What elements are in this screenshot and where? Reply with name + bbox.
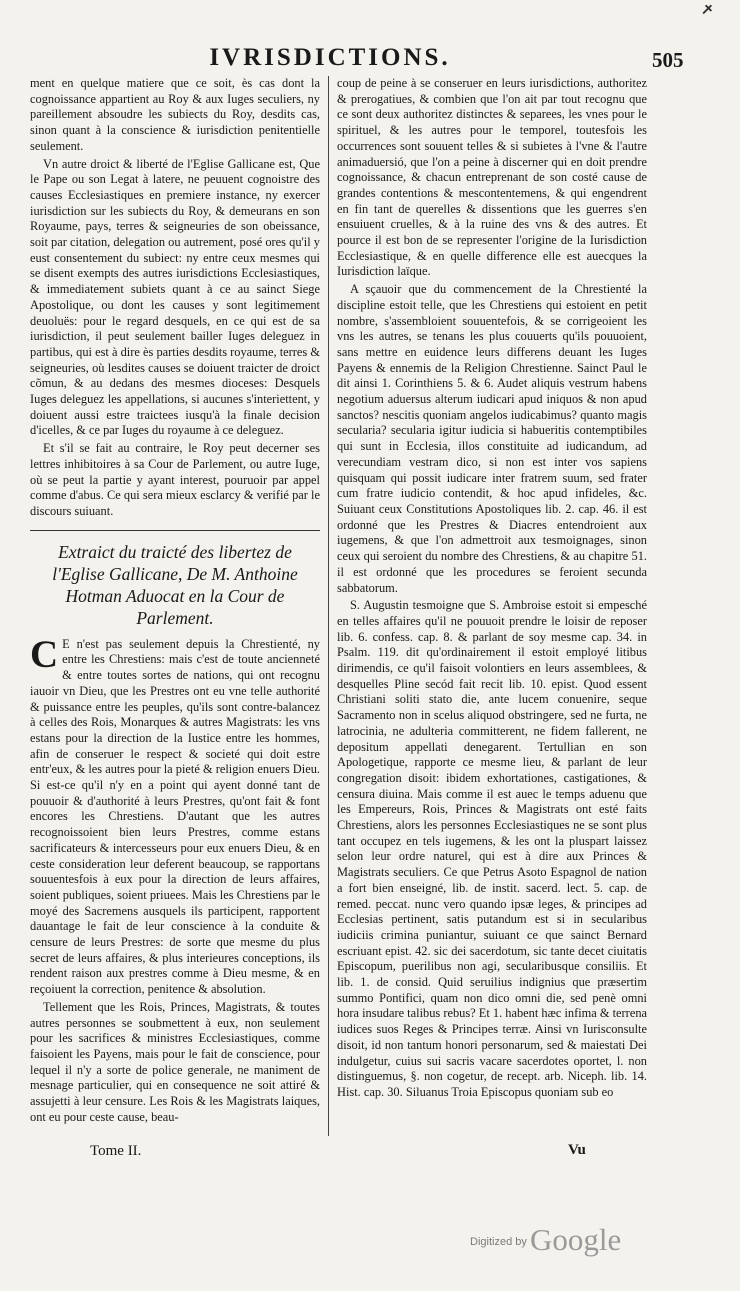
left-paragraph: Et s'il se fait au contraire, le Roy peut decerner ses lettres inhibitoires à sa Cour de Parlement, ou autre Iuge, où se peut la partie y ayant interest, pouruoir par appel comme d'abus. Ce qui sera mieux esclarcy & verifié par le discours suiuant. xyxy=(30,441,320,518)
section-rule xyxy=(30,530,320,531)
left-paragraph: Tellement que les Rois, Princes, Magistrats, & toutes autres personnes se soubmettent à eux, non seulement pour les sacrifices & ministres Ecclesiastiques, comme faisoient les Payens, mais pour le fait de conscience, pour lequel il n'y a sorte de police generale, ne maniment de mesnage particulier, qui en consequence ne soit attiré & assujetti à leur censure. Les Rois & les Magistrats laiques, ont eu pour ceste cause, beau- xyxy=(30,999,320,1124)
right-column xyxy=(337,76,647,1141)
right-paragraph: coup de peine à se conseruer en leurs iurisdictions, authoritez & prerogatiues, & combien que l'on ait par tout recognu que ce sont deux authoritez distinctes & separees, les vnes pour le spirituel, & les autres pour le temporel, toutesfois les occurrences sont souuent telles & si subietes à l'vne & l'autre animaduersió, que l'on a peine à discerner qui en doit prendre cognoissance, & chacun entreprenant de son costé cause de grandes contentions & mescontentemens, & qui engendrent en fin tant de querelles & dissentions que les guerres s'en ensuiuent cruelles, & à la ruine des vns & des autres. Et pource il est bon de se representer l'origine de la Iurisdiction Ecclesiastique, & en quelle difference elle est auecques la Iurisdiction laïque. xyxy=(337,76,647,279)
drop-cap: C xyxy=(30,632,59,676)
footer-tome: Tome II. xyxy=(90,1143,142,1159)
column-divider xyxy=(328,76,329,1136)
google-logo: Google xyxy=(530,1222,622,1257)
drop-cap-paragraph xyxy=(30,632,320,998)
digitized-by-label: Digitized by xyxy=(470,1236,527,1248)
running-head: IVRISDICTIONS. xyxy=(209,44,451,71)
section-heading: Extraict du traicté des libertez de l'Eglise Gallicane, De M. Anthoine Hotman Aduocat en la Cour de Parlement. xyxy=(52,541,298,628)
left-paragraph: ment en quelque matiere que ce soit, ès cas dont la cognoissance appartient au Roy & aux Iuges seculiers, ny pareillement absoudre les subiects du Roy, desdits cas, sinon quant à la conscience & iurisdiction penitentielle seulement. xyxy=(30,76,320,153)
right-paragraph: S. Augustin tesmoigne que S. Ambroise estoit si empesché en telles affaires qu'il ne pouuoit prendre le loisir de reposer lib. 6. confess. cap. 8. & parlant de soy mesme cap. 34. in Psalm. 119. dit qu'ordinairement il estoit employé litibus dirimendis, ce qu'il faisoit volontiers en leurs assemblees, & desquelles Pline secód fait recit lib. 10. epist. Quod essent Christiani soliti stato die, ante lucem conuenire, seque Sacramento non in scelus aliquod obstringere, sed ne furta, ne latrocinia, ne adulteria committerent, ne fidem fallerent, ne depositum appellati denegarent. Tertullian en son Apologetique, rapporte ce mesme lieu, & parlant de leur congregation disoit: ibidem exhortationes, castigationes, & censura diuina. Mais comme il est auec le temps aduenu que les Empereurs, Rois, Princes & Magistrats ont esté faits Chrestiens, alors les personnes Ecclesiastiques ne se sont plus tant occupez en tels iugemens, & les ont la pluspart laissez selon leur ordre naturel, qui est à dire aux Princes & Magistrats seculiers. Ce que Petrus Asoto Espagnol de nation a fort bien enseigné, lib. de instit. sacerd. lect. 5. cap. de remed. peccat. nunc vero quando ipsæ leges, & principes ad Ecclesias pertinent, satis putandum est si in secularibus iudiciis crimina puniantur, suiuant ce que sainct Bernard escriuant epist. 42. sic dei sacerdotum, sic tante decet ciuitatis Episcopum, puerilibus non agi, secularibusque consiliis. Et lib. 1. de consid. Quid seruilius indignius que præsertim summo Pontifici, quam non dico omni die, sed penè omni hora insudare talibus rebus? Et 1. habent hæc infima & terrena iudices suos Reges & Principes terræ. Ainsi vn Iurisconsulte disoit, id non tantum honori personarum, sed & maiestati Dei indulgetur, cuius sui sacris vacare sacerdotes oportet, l. non distinguemus, §. non cogetur, de recept. arb. Niceph. lib. 14. Hist. cap. 30. Siluanus Troia Episcopus quoniam sub eo xyxy=(337,598,647,1099)
footer-signature: Vu xyxy=(568,1142,586,1158)
right-paragraph: A sçauoir que du commencement de la Chrestienté la discipline estoit telle, que les Chrestiens qui estoient en petit nombre, s'assembloient souuentefois, & se corrigeoient les vns les autres, se tenans les plus couuerts qu'ils pouuoient, sans mettre en euidence leurs differens deuant les Iuges Payens & ennemis de la Religion Chrestienne. Sainct Paul le dit ainsi 1. Corinthiens 5. & 6. Audet aliquis vestrum habens negotium aduersus alterum iudicari apud iniquos & non apud sanctos? nescitis quoniam angelos iudicabimus? quanto magis secularia? secularia igitur iudicia si habueritis contemptibiles qui sunt in Ecclesia, illos constituite ad iudicandum, ad verecundiam vestram dico, si non est inter vos sapiens quisquam qui possit iudicare inter fratrem suum, sed frater cum fratre iudicio contendit, & hoc apud infideles, &c. Suiuant ceux Constitutions Apostoliques lib. 2. cap. 46. il est ordonné que les Prestres & Diacres entendroient aux iugemens, & que l'on admettroit aux tesmoignages, sinon ceux qui seroient du nombre des Chrestiens, & au chapitre 51. il est ordonné que les procedures se feroient secunda sabbatorum. xyxy=(337,282,647,595)
corner-mark: ✝ xyxy=(695,0,718,22)
left-paragraph: Vn autre droict & liberté de l'Eglise Gallicane est, Que le Pape ou son Legat à latere, ne peuuent cognoistre des causes Ecclesiastiques en premiere instance, ny exercer iurisdiction sur les subiects du Roy, & demeurans en son Royaume, pays, terres & seigneuries de son obeissance, soit par citation, delegation ou autrement, posé ores qu'il y eust consentement du subiect: ny entre ceux mesmes qui se disent exempts des autres iurisdictions Ecclesiastiques, & immediatement subiets quant à ce au sainct Siege Apostolique, ou dont les causes y sont legitimement deuoluës: pour le regard desquels, en ce qui est de sa iurisdiction, il peut seulement bailler Iuges deleguez in partibus, qui est à dire ès parties desdits royaume, terres & seigneuries, où lesdites causes se doiuent traicter de droict cõmun, & au dedans des mesmes dioceses: Desquels Iuges deleguez les appellations, si aucunes s'interiettent, y doiuent aussi estre traictees iusqu'à la finale decision d'icelles, & ce par Iuges du royaume à ce deleguez. xyxy=(30,156,320,438)
drop-cap-paragraph-text: E n'est pas seulement depuis la Chrestienté, ny entre les Chrestiens: mais c'est de toute ancienneté & entre toutes sortes de nations, qui ont recognu iauoir vn Dieu, que les Prestres ont eu vne telle authorité & puissance entre les peuples, qu'ils sont contre-balancez à celles des Rois, Monarques & autres Magistrats: les vns estans pour la direction de la Iustice entre les hommes, afin de conseruer le respect & societé qui doit estre entr'eux, & les autres pour la pieté & religion enuers Dieu. Si est-ce qu'il n'y en a point qui ayent donné tant de pouuoir & d'authorité à leurs Prestres, qu'ont fait & font encores les Chrestiens. D'autant que les autres recognoissoient bien leurs Prestres, comme estans sacrificateurs & intercesseurs pour eux enuers Dieu, & en ceste consideration leur deferent beaucoup, se rapportans souuentesfois à eux pour la direction de leurs affaires, soient publiques, soient priuees. Mais les Chrestiens par le moyé des Sacremens ausquels ils participent, rapportent dauantage le fait de leur conscience à la conduite & censure de leurs Prestres: de sorte que mesme du plus secret de leurs affaires, & plus interieures conceptions, ils rendent raison aux prestres comme à Dieu mesme, & en reçoiuent la correction, penitence & absolution. xyxy=(30,636,320,997)
page-number: 505 xyxy=(652,48,684,72)
left-column xyxy=(30,76,320,1141)
